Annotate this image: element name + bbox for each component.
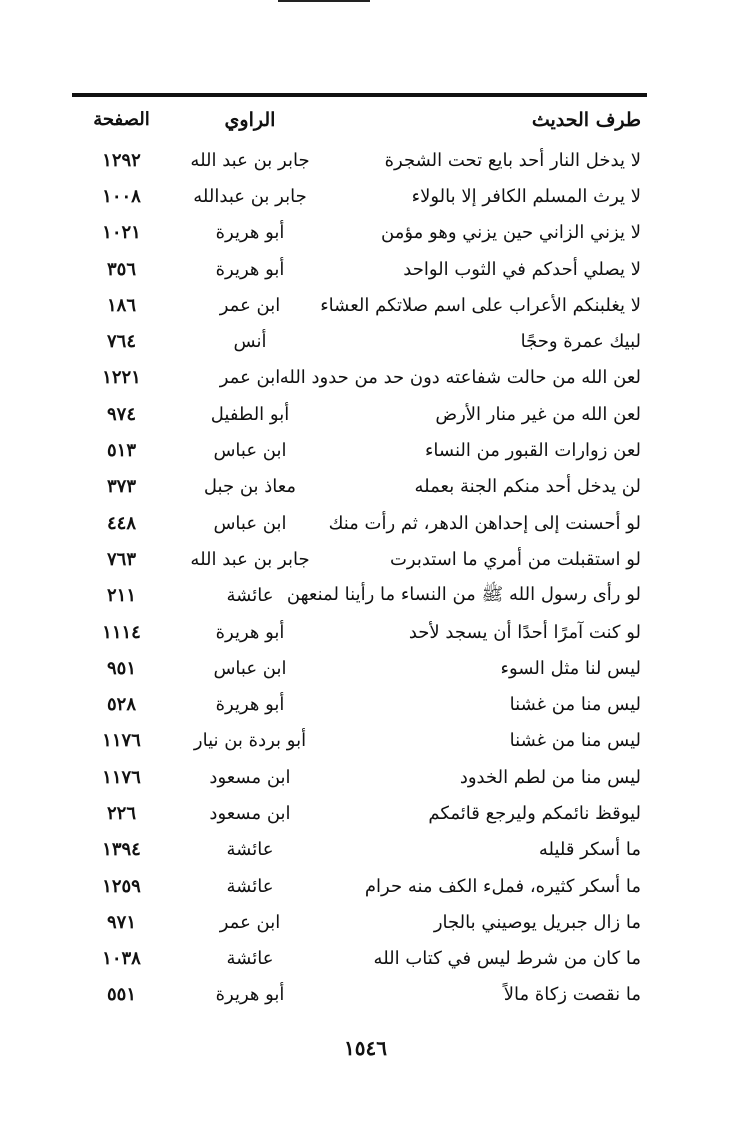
hadith-text: لا يغلبنكم الأعراب على اسم صلاتكم العشاء <box>320 294 641 316</box>
hadith-text: لو استقبلت من أمري ما استدبرت <box>389 548 641 570</box>
hadith-text: لعن الله من غير منار الأرض <box>435 403 641 425</box>
page-ref: ٩٧١ <box>106 911 136 933</box>
page-ref: ٣٧٣ <box>106 476 136 498</box>
hadith-text: لبيك عمرة وحجًا <box>520 331 641 353</box>
index-page <box>72 93 647 1013</box>
hadith-text: ما كان من شرط ليس في كتاب الله <box>373 948 641 970</box>
narrator-name: أبو هريرة <box>215 621 285 643</box>
hadith-text: ليس منا من لطم الخدود <box>459 766 641 788</box>
table-row <box>72 941 647 977</box>
hadith-text: لو رأى رسول الله ﷺ من النساء ما رأينا لمنعهن <box>286 583 641 605</box>
narrator-name: ابن مسعود <box>209 766 291 788</box>
narrator-name: ابن عمر <box>219 911 281 933</box>
table-row <box>72 396 647 432</box>
table-row <box>72 469 647 505</box>
narrator-name: معاذ بن جبل <box>203 476 297 498</box>
narrator-name: ابن مسعود <box>209 802 291 824</box>
table-body <box>72 142 647 1013</box>
page-ref: ١١٧٦ <box>102 766 141 788</box>
page-number: ١٥٤٦ <box>344 1036 387 1060</box>
page-ref: ٢٢٦ <box>106 802 136 824</box>
hadith-text: لا يدخل النار أحد بايع تحت الشجرة <box>384 149 641 171</box>
narrator-name: أنس <box>233 331 267 353</box>
table-row <box>72 142 647 178</box>
table-row <box>72 251 647 287</box>
page-ref: ١٠٣٨ <box>102 948 141 970</box>
table-row <box>72 215 647 251</box>
narrator-name: ابن عباس <box>213 657 287 679</box>
table-row <box>72 977 647 1013</box>
narrator-name: أبو هريرة <box>215 222 285 244</box>
table-row <box>72 686 647 722</box>
table-row <box>72 578 647 614</box>
table-row <box>72 178 647 214</box>
narrator-name: أبو هريرة <box>215 984 285 1006</box>
table-row <box>72 323 647 359</box>
table-row <box>72 360 647 396</box>
hadith-text: لو كنت آمرًا أحدًا أن يسجد لأحد <box>408 621 641 643</box>
page-ref: ١١٧٦ <box>102 730 141 752</box>
table-row <box>72 287 647 323</box>
table-row <box>72 832 647 868</box>
narrator-name: عائشة <box>226 839 274 861</box>
hadith-text: ما زال جبريل يوصيني بالجار <box>433 911 641 933</box>
page-ref: ٤٤٨ <box>106 512 136 534</box>
header-page: الصفحة <box>93 109 150 130</box>
table-row <box>72 868 647 904</box>
hadith-text: لن يدخل أحد منكم الجنة بعمله <box>414 476 641 498</box>
narrator-name: أبو هريرة <box>215 258 285 280</box>
narrator-name: ابن عباس <box>213 512 287 534</box>
page-ref: ١٨٦ <box>106 294 136 316</box>
hadith-text: ليس منا من غشنا <box>509 730 641 752</box>
page-ref: ١٠٢١ <box>102 222 141 244</box>
page-ref: ١٣٩٤ <box>102 839 141 861</box>
table-row <box>72 505 647 541</box>
hadith-text: ليس لنا مثل السوء <box>500 657 641 679</box>
page-ref: ٣٥٦ <box>106 258 136 280</box>
header-narrator: الراوي <box>224 108 276 131</box>
narrator-name: ابن عباس <box>213 440 287 462</box>
hadith-text: ليوقظ نائمكم وليرجع قائمكم <box>428 802 641 824</box>
narrator-name: ابن عمر <box>219 367 281 389</box>
page-ref: ٥٥١ <box>106 984 136 1006</box>
table-row <box>72 541 647 577</box>
narrator-name: عائشة <box>226 948 274 970</box>
narrator-name: عائشة <box>226 875 274 897</box>
hadith-text: لا يزني الزاني حين يزني وهو مؤمن <box>381 222 641 244</box>
hadith-text: ما أسكر كثيره، فملء الكف منه حرام <box>364 875 641 897</box>
table-row <box>72 795 647 831</box>
page-ref: ٩٧٤ <box>106 403 136 425</box>
hadith-text: ليس منا من غشنا <box>509 694 641 716</box>
page-ref: ٥٢٨ <box>106 694 136 716</box>
table-row <box>72 723 647 759</box>
narrator-name: أبو الطفيل <box>210 403 290 425</box>
page-ref: ٧٦٣ <box>106 548 136 570</box>
table-header-row <box>72 97 647 142</box>
hadith-text: لا يرث المسلم الكافر إلا بالولاء <box>411 185 641 207</box>
table-row <box>72 904 647 940</box>
narrator-name: جابر بن عبد الله <box>190 548 310 570</box>
hadith-text: لا يصلي أحدكم في الثوب الواحد <box>403 258 641 280</box>
hadith-index-table <box>72 97 647 1013</box>
page-ref: ١١١٤ <box>102 621 141 643</box>
hadith-text: لعن الله من حالت شفاعته دون حد من حدود الله <box>279 367 641 389</box>
narrator-name: جابر بن عبد الله <box>190 149 310 171</box>
header-hadith: طرف الحديث <box>531 108 641 131</box>
page-ref: ١٠٠٨ <box>102 185 141 207</box>
page-ref: ١٢٩٢ <box>102 149 141 171</box>
table-row <box>72 432 647 468</box>
hadith-text: لعن زوارات القبور من النساء <box>424 440 641 462</box>
page-ref: ١٢٢١ <box>102 367 141 389</box>
narrator-name: أبو بردة بن نيار <box>193 730 307 752</box>
top-decorative-rule <box>278 0 370 2</box>
narrator-name: جابر بن عبدالله <box>193 185 307 207</box>
hadith-text: ما نقصت زكاة مالاً <box>503 984 641 1006</box>
narrator-name: أبو هريرة <box>215 694 285 716</box>
page-ref: ١٢٥٩ <box>102 875 141 897</box>
hadith-text: ما أسكر قليله <box>538 839 641 861</box>
page-ref: ٥١٣ <box>106 440 136 462</box>
page-ref: ٩٥١ <box>106 657 136 679</box>
hadith-text: لو أحسنت إلى إحداهن الدهر، ثم رأت منك <box>328 512 641 534</box>
table-row <box>72 614 647 650</box>
table-row <box>72 759 647 795</box>
table-row <box>72 650 647 686</box>
narrator-name: عائشة <box>226 585 274 607</box>
narrator-name: ابن عمر <box>219 294 281 316</box>
page-ref: ٢١١ <box>106 585 136 607</box>
page-ref: ٧٦٤ <box>106 331 136 353</box>
